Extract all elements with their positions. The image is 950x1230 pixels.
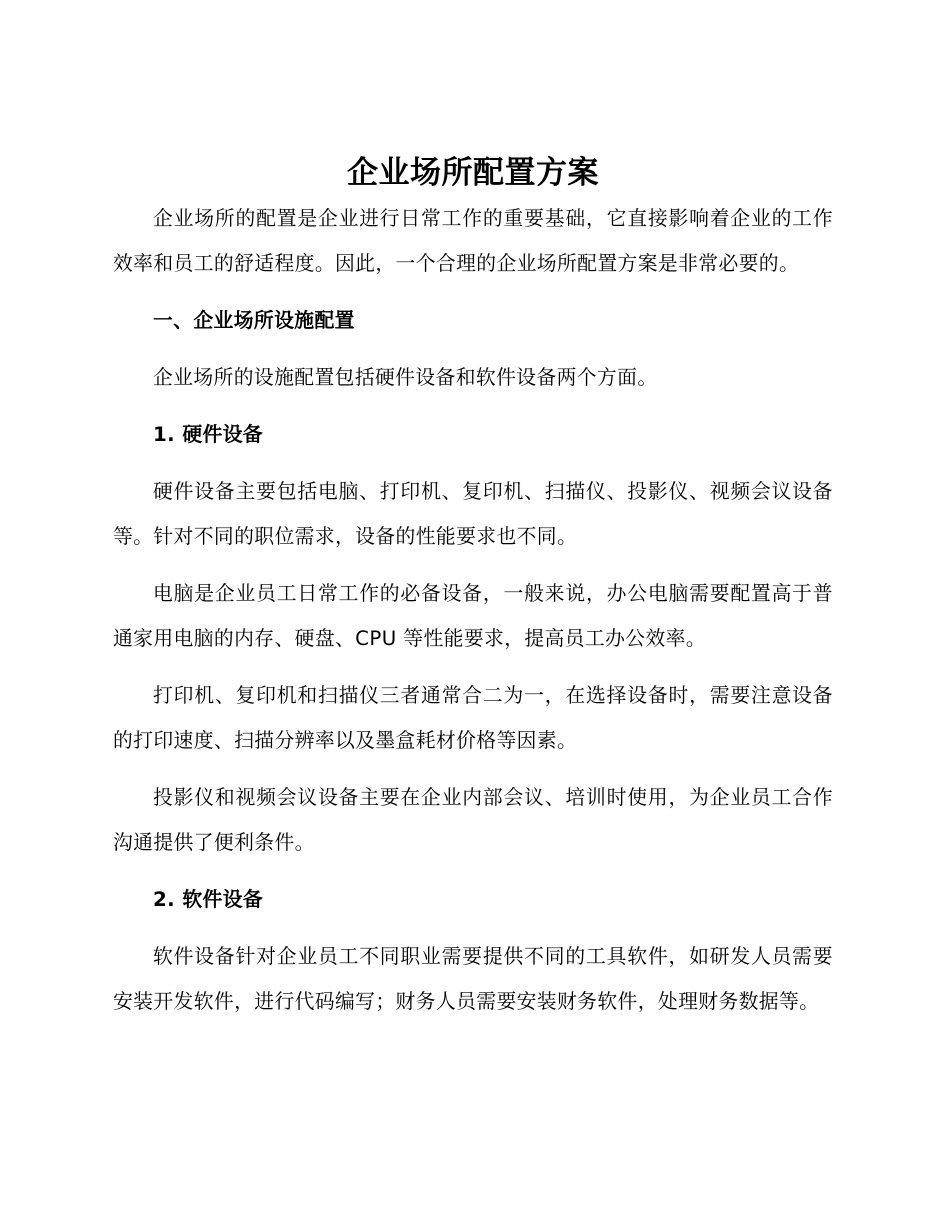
computer-paragraph: 电脑是企业员工日常工作的必备设备，一般来说，办公电脑需要配置高于普通家用电脑的内存、硬盘、CPU 等性能要求，提高员工办公效率。 bbox=[113, 582, 833, 650]
page-title: 企业场所配置方案 bbox=[347, 155, 599, 191]
intro-paragraph: 企业场所的配置是企业进行日常工作的重要基础，它直接影响着企业的工作效率和员工的舒适程度。因此，一个合理的企业场所配置方案是非常必要的。 bbox=[113, 207, 833, 275]
section-heading-facilities: 一、企业场所设施配置 bbox=[153, 309, 355, 332]
projector-paragraph: 投影仪和视频会议设备主要在企业内部会议、培训时使用，为企业员工合作沟通提供了便利条件。 bbox=[113, 786, 833, 854]
document-body bbox=[113, 150, 833, 1024]
facilities-paragraph: 企业场所的设施配置包括硬件设备和软件设备两个方面。 bbox=[153, 366, 658, 389]
printer-paragraph: 打印机、复印机和扫描仪三者通常合二为一，在选择设备时，需要注意设备的打印速度、扫描分辨率以及墨盒耗材价格等因素。 bbox=[113, 684, 833, 752]
subheading-hardware: 1. 硬件设备 bbox=[153, 423, 264, 446]
software-paragraph: 软件设备针对企业员工不同职业需要提供不同的工具软件，如研发人员需要安装开发软件，进行代码编写；财务人员需要安装财务软件，处理财务数据等。 bbox=[113, 945, 833, 1013]
subheading-software: 2. 软件设备 bbox=[153, 888, 264, 911]
hardware-paragraph: 硬件设备主要包括电脑、打印机、复印机、扫描仪、投影仪、视频会议设备等。针对不同的职位需求，设备的性能要求也不同。 bbox=[113, 480, 833, 548]
